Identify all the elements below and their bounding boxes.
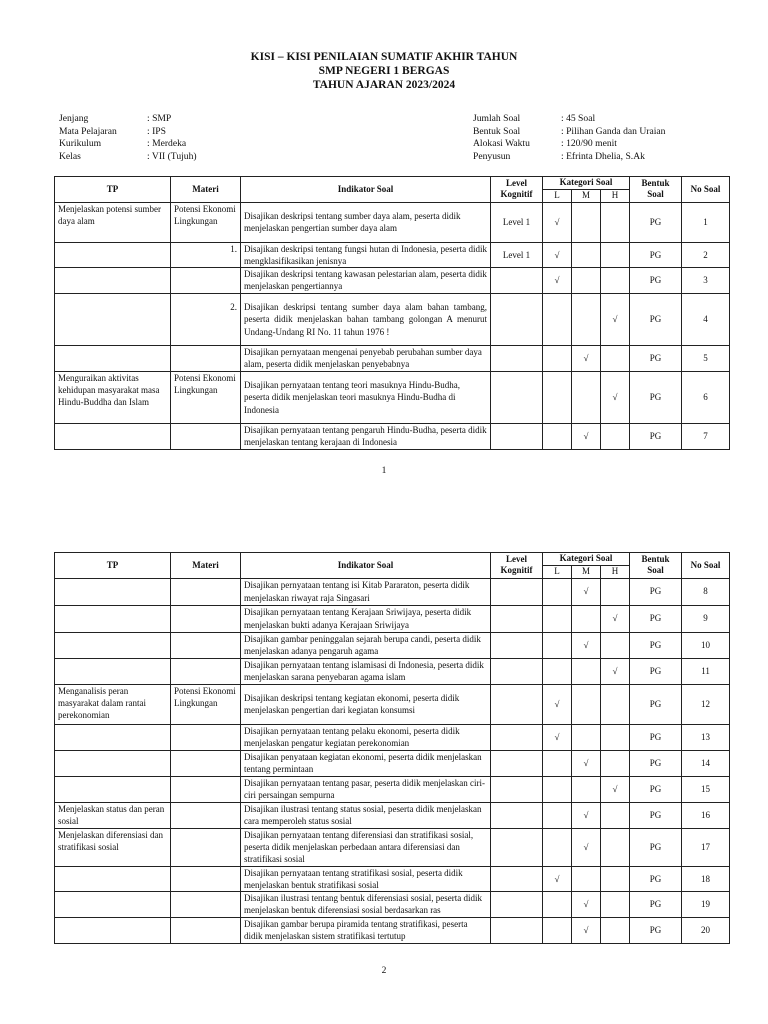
info-label: Bentuk Soal <box>473 125 521 137</box>
col-header-kategori: Kategori Soal <box>543 177 630 190</box>
indikator-cell <box>241 750 491 776</box>
tp-cell: Menganalisis peran masyarakat dalam rantai perekonomian <box>55 684 171 724</box>
table-row <box>55 242 730 267</box>
kategori-h-cell <box>601 684 630 724</box>
kategori-l-cell <box>543 658 572 684</box>
col-header-level-line2: Kognitif <box>500 565 533 576</box>
info-row <box>59 151 197 164</box>
materi-cell <box>171 891 241 917</box>
materi-cell <box>171 658 241 684</box>
kategori-h-cell <box>601 828 630 866</box>
level-cell <box>491 267 543 293</box>
no-soal-cell: 10 <box>682 632 730 658</box>
table-row <box>55 866 730 891</box>
indikator-cell <box>241 371 491 423</box>
materi-cell <box>171 917 241 943</box>
col-header-bentuk-line1: Bentuk <box>641 177 670 188</box>
kategori-h-cell <box>601 423 630 449</box>
bentuk-cell: PG <box>630 371 682 423</box>
info-label: Kurikulum <box>59 138 102 150</box>
table-row <box>55 202 730 242</box>
indikator-text: Disajikan pernyataan tentang diferensiasi dan stratifikasi sosial, peserta didik menjelaskan perbedaan antara diferensiasi dan stratifikasi sosial <box>244 829 474 865</box>
kategori-m-cell: √ <box>572 891 601 917</box>
table-body-page-1 <box>55 202 730 449</box>
indikator-cell <box>241 724 491 750</box>
col-header-h: H <box>601 190 630 203</box>
col-header-level <box>491 553 543 579</box>
indikator-cell <box>241 802 491 828</box>
materi-cell <box>171 776 241 802</box>
kategori-m-cell: √ <box>572 917 601 943</box>
bentuk-cell: PG <box>630 632 682 658</box>
materi-cell: Potensi Ekonomi Lingkungan <box>171 684 241 724</box>
table-row <box>55 371 730 423</box>
no-soal-cell: 6 <box>682 371 730 423</box>
page-number: 1 <box>381 466 387 476</box>
table-body-page-2 <box>55 578 730 943</box>
bentuk-cell: PG <box>630 891 682 917</box>
bentuk-cell: PG <box>630 605 682 632</box>
no-soal-cell: 19 <box>682 891 730 917</box>
info-value: : Merdeka <box>147 138 187 150</box>
indikator-text: Disajikan penyataan kegiatan ekonomi, peserta didik menjelaskan tentang permintaan <box>244 751 482 774</box>
col-header-h: H <box>601 566 630 579</box>
bentuk-cell: PG <box>630 293 682 345</box>
tp-cell <box>55 866 171 891</box>
info-value: : SMP <box>147 113 172 124</box>
kategori-h-cell <box>601 632 630 658</box>
no-soal-cell: 7 <box>682 423 730 449</box>
indikator-cell <box>241 828 491 866</box>
indikator-text: Disajikan deskripsi tentang sumber daya alam bahan tambang, peserta didik menjelaskan bahan tambang golongan A menurut Undang-Undang RI No. 11 tahun 1976 ! <box>244 302 487 337</box>
materi-cell <box>171 750 241 776</box>
info-row <box>473 151 665 164</box>
no-soal-cell: 12 <box>682 684 730 724</box>
info-label: Jenjang <box>59 113 89 124</box>
kategori-m-cell <box>572 202 601 242</box>
no-soal-cell: 18 <box>682 866 730 891</box>
materi-cell <box>171 345 241 371</box>
kategori-m-cell: √ <box>572 828 601 866</box>
bentuk-cell: PG <box>630 578 682 605</box>
kategori-m-cell: √ <box>572 632 601 658</box>
materi-cell <box>171 866 241 891</box>
bentuk-cell: PG <box>630 776 682 802</box>
bentuk-cell: PG <box>630 750 682 776</box>
document-page-1 <box>0 0 768 500</box>
level-cell <box>491 750 543 776</box>
document-title: KISI – KISI PENILAIAN SUMATIF AKHIR TAHUN <box>250 51 518 63</box>
indikator-text: Disajikan pernyataan tentang pasar, peserta didik menjelaskan ciri-ciri persaingan sempurna <box>244 777 486 800</box>
level-cell <box>491 802 543 828</box>
materi-cell <box>171 802 241 828</box>
tp-cell <box>55 776 171 802</box>
no-soal-cell: 9 <box>682 605 730 632</box>
info-row <box>473 113 665 126</box>
bentuk-cell: PG <box>630 866 682 891</box>
col-header-kategori: Kategori Soal <box>543 553 630 566</box>
no-soal-cell: 17 <box>682 828 730 866</box>
kategori-h-cell <box>601 242 630 267</box>
bentuk-cell: PG <box>630 724 682 750</box>
kategori-h-cell <box>601 578 630 605</box>
no-soal-cell: 2 <box>682 242 730 267</box>
bentuk-cell: PG <box>630 802 682 828</box>
bentuk-cell: PG <box>630 267 682 293</box>
kategori-l-cell <box>543 605 572 632</box>
info-right <box>473 113 665 163</box>
indikator-cell <box>241 917 491 943</box>
indikator-cell <box>241 658 491 684</box>
kategori-l-cell: √ <box>543 684 572 724</box>
info-label: Penyusun <box>473 150 511 162</box>
level-cell <box>491 632 543 658</box>
materi-cell <box>171 605 241 632</box>
col-header-no: No Soal <box>682 177 730 203</box>
kategori-m-cell: √ <box>572 578 601 605</box>
kategori-l-cell <box>543 750 572 776</box>
table-row <box>55 267 730 293</box>
indikator-text: Disajikan ilustrasi tentang bentuk diferensiasi sosial, peserta didik menjelaskan bentuk diferensiasi sosial berdasarkan ras <box>244 893 482 916</box>
kategori-m-cell <box>572 242 601 267</box>
level-cell <box>491 776 543 802</box>
kisi-table-page-1 <box>54 176 730 450</box>
materi-cell <box>171 828 241 866</box>
info-label: Kelas <box>59 150 81 162</box>
level-cell <box>491 605 543 632</box>
school-name: SMP NEGERI 1 BERGAS <box>318 65 450 77</box>
indikator-cell <box>241 578 491 605</box>
level-cell <box>491 423 543 449</box>
no-soal-cell: 20 <box>682 917 730 943</box>
table-row <box>55 578 730 605</box>
info-label: Jumlah Soal <box>473 113 521 124</box>
tp-cell <box>55 267 171 293</box>
materi-cell: Potensi Ekonomi Lingkungan <box>171 371 241 423</box>
tp-cell: Menjelaskan status dan peran sosial <box>55 802 171 828</box>
kategori-l-cell: √ <box>543 866 572 891</box>
indikator-cell <box>230 293 491 345</box>
kategori-l-cell <box>543 371 572 423</box>
kategori-m-cell <box>572 866 601 891</box>
info-row <box>59 138 197 151</box>
kategori-l-cell <box>543 632 572 658</box>
info-value: : Pilihan Ganda dan Uraian <box>561 125 666 137</box>
col-header-level <box>491 177 543 203</box>
indikator-text: Disajikan pernyataan tentang pelaku ekonomi, peserta didik menjelaskan pengatur kegiatan perekonomian <box>244 725 460 748</box>
no-soal-cell: 3 <box>682 267 730 293</box>
kategori-h-cell <box>601 866 630 891</box>
bentuk-cell: PG <box>630 658 682 684</box>
kategori-l-cell <box>543 776 572 802</box>
indikator-text: Disajikan pernyataan tentang islamisasi di Indonesia, peserta didik menjelaskan sarana penyebaran agama islam <box>244 659 484 682</box>
info-label: Mata Pelajaran <box>59 125 117 137</box>
indikator-cell <box>241 632 491 658</box>
col-header-bentuk-line2: Soal <box>647 189 664 200</box>
table-row <box>55 724 730 750</box>
kategori-h-cell <box>601 724 630 750</box>
level-cell <box>491 724 543 750</box>
kategori-h-cell: √ <box>601 658 630 684</box>
level-cell <box>491 371 543 423</box>
level-cell <box>491 658 543 684</box>
bentuk-cell: PG <box>630 917 682 943</box>
tp-cell <box>55 724 171 750</box>
info-value: : VII (Tujuh) <box>147 150 197 162</box>
tp-cell: Menjelaskan potensi sumber daya alam <box>55 202 171 242</box>
bentuk-cell: PG <box>630 345 682 371</box>
col-header-bentuk <box>630 177 682 203</box>
col-header-level-line1: Level <box>506 553 527 564</box>
col-header-materi: Materi <box>171 177 241 203</box>
kategori-h-cell <box>601 750 630 776</box>
col-header-l: L <box>543 190 572 203</box>
tp-cell <box>55 917 171 943</box>
info-left <box>59 113 197 163</box>
tp-cell: Menjelaskan diferensiasi dan stratifikasi sosial <box>55 828 171 866</box>
indikator-cell <box>241 776 491 802</box>
indikator-text: Disajikan pernyataan tentang stratifikasi sosial, peserta didik menjelaskan bentuk stratifikasi sosial <box>244 867 463 890</box>
kategori-h-cell <box>601 802 630 828</box>
col-header-bentuk-line2: Soal <box>647 565 664 576</box>
table-row <box>55 345 730 371</box>
table-row <box>55 917 730 943</box>
level-cell <box>491 578 543 605</box>
kategori-h-cell <box>601 345 630 371</box>
indikator-text: Disajikan deskripsi tentang kawasan pelestarian alam, peserta didik menjelaskan pengertiannya <box>244 269 487 292</box>
table-row <box>55 891 730 917</box>
col-header-level-line1: Level <box>506 177 527 188</box>
kategori-m-cell <box>572 605 601 632</box>
indikator-text: Disajikan pernyataan tentang pengaruh Hindu-Budha, peserta didik menjelaskan tentang kerajaan di Indonesia <box>244 425 487 448</box>
table-row <box>55 632 730 658</box>
tp-cell <box>55 293 171 345</box>
materi-cell <box>171 632 241 658</box>
table-row <box>55 423 730 449</box>
info-label: Alokasi Waktu <box>473 138 530 150</box>
indikator-cell <box>241 866 491 891</box>
kategori-h-cell: √ <box>601 776 630 802</box>
col-header-indikator: Indikator Soal <box>241 177 491 203</box>
kategori-h-cell <box>601 267 630 293</box>
indikator-cell <box>241 202 491 242</box>
indikator-text: Disajikan pernyataan mengenai penyebab perubahan sumber daya alam, peserta didik menjelaskan penyebabnya <box>244 347 482 370</box>
bentuk-cell: PG <box>630 242 682 267</box>
kategori-h-cell: √ <box>601 293 630 345</box>
kategori-l-cell <box>543 578 572 605</box>
list-number: 2. <box>230 302 237 313</box>
indikator-cell <box>241 684 491 724</box>
kategori-l-cell <box>543 802 572 828</box>
list-number: 1. <box>230 243 237 254</box>
kategori-m-cell <box>572 724 601 750</box>
kategori-h-cell: √ <box>601 371 630 423</box>
indikator-text: Disajikan ilustrasi tentang status sosial, peserta didik menjelaskan cara memperoleh status sosial <box>244 803 482 826</box>
materi-cell <box>171 267 241 293</box>
info-value: : 45 Soal <box>561 113 596 124</box>
no-soal-cell: 1 <box>682 202 730 242</box>
kategori-h-cell: √ <box>601 605 630 632</box>
info-value: : IPS <box>147 125 166 137</box>
kategori-m-cell: √ <box>572 802 601 828</box>
tp-cell <box>55 632 171 658</box>
kategori-m-cell <box>572 293 601 345</box>
no-soal-cell: 8 <box>682 578 730 605</box>
kategori-l-cell <box>543 423 572 449</box>
tp-cell: Menguraikan aktivitas kehidupan masyarakat masa Hindu-Buddha dan Islam <box>55 371 171 423</box>
table-row <box>55 750 730 776</box>
no-soal-cell: 16 <box>682 802 730 828</box>
kategori-m-cell <box>572 371 601 423</box>
indikator-cell <box>241 267 491 293</box>
kategori-l-cell: √ <box>543 724 572 750</box>
academic-year: TAHUN AJARAN 2023/2024 <box>312 79 456 91</box>
level-cell <box>491 684 543 724</box>
kategori-l-cell: √ <box>543 267 572 293</box>
no-soal-cell: 15 <box>682 776 730 802</box>
col-header-indikator: Indikator Soal <box>241 553 491 579</box>
materi-cell <box>171 724 241 750</box>
info-value: : 120/90 menit <box>561 138 617 150</box>
indikator-text: Disajikan deskripsi tentang kegiatan ekonomi, peserta didik menjelaskan pengertian dari kegiatan konsumsi <box>244 692 460 715</box>
col-header-level-line2: Kognitif <box>500 189 533 200</box>
indikator-text: Disajikan pernyataan tentang isi Kitab Pararaton, peserta didik menjelaskan riwayat raja Singasari <box>244 580 470 603</box>
col-header-bentuk-line1: Bentuk <box>641 553 670 564</box>
tp-cell <box>55 578 171 605</box>
col-header-m: M <box>572 190 601 203</box>
indikator-cell <box>230 242 491 267</box>
info-row <box>473 126 665 139</box>
kategori-l-cell <box>543 917 572 943</box>
kisi-table-page-2 <box>54 552 730 944</box>
materi-cell <box>171 578 241 605</box>
table-row <box>55 605 730 632</box>
no-soal-cell: 4 <box>682 293 730 345</box>
kategori-l-cell: √ <box>543 202 572 242</box>
tp-cell <box>55 345 171 371</box>
no-soal-cell: 5 <box>682 345 730 371</box>
table-row <box>55 802 730 828</box>
level-cell <box>491 891 543 917</box>
col-header-m: M <box>572 566 601 579</box>
kategori-h-cell <box>601 917 630 943</box>
no-soal-cell: 11 <box>682 658 730 684</box>
info-value: : Efrinta Dhelia, S.Ak <box>561 150 645 162</box>
col-header-materi: Materi <box>171 553 241 579</box>
materi-cell <box>171 423 241 449</box>
kategori-m-cell: √ <box>572 345 601 371</box>
level-cell <box>491 828 543 866</box>
kategori-h-cell <box>601 891 630 917</box>
kategori-l-cell <box>543 891 572 917</box>
bentuk-cell: PG <box>630 684 682 724</box>
level-cell <box>491 866 543 891</box>
indikator-text: Disajikan pernyataan tentang Kerajaan Sriwijaya, peserta didik menjelaskan bukti adanya Kerajaan Sriwijaya <box>244 607 472 630</box>
kategori-m-cell <box>572 658 601 684</box>
document-page-2 <box>0 540 768 1024</box>
no-soal-cell: 13 <box>682 724 730 750</box>
indikator-text: Disajikan pernyataan tentang teori masuknya Hindu-Budha, peserta didik menjelaskan teori masuknya Hindu-Budha di Indonesia <box>244 380 460 415</box>
tp-cell <box>55 750 171 776</box>
level-cell <box>491 917 543 943</box>
tp-cell <box>55 891 171 917</box>
bentuk-cell: PG <box>630 828 682 866</box>
indikator-cell <box>241 891 491 917</box>
indikator-text: Disajikan gambar peninggalan sejarah berupa candi, peserta didik menjelaskan adanya pengaruh agama <box>244 633 481 656</box>
indikator-cell <box>241 345 491 371</box>
kategori-m-cell: √ <box>572 423 601 449</box>
bentuk-cell: PG <box>630 202 682 242</box>
col-header-tp: TP <box>55 553 171 579</box>
col-header-l: L <box>543 566 572 579</box>
kategori-l-cell <box>543 293 572 345</box>
level-cell <box>491 345 543 371</box>
table-row <box>55 828 730 866</box>
table-row <box>55 776 730 802</box>
indikator-text: Disajikan deskripsi tentang sumber daya alam, peserta didik menjelaskan pengertian sumber daya alam <box>244 210 461 233</box>
tp-cell <box>55 658 171 684</box>
col-header-tp: TP <box>55 177 171 203</box>
kategori-l-cell: √ <box>543 242 572 267</box>
no-soal-cell: 14 <box>682 750 730 776</box>
table-row <box>55 684 730 724</box>
kategori-l-cell <box>543 345 572 371</box>
kategori-m-cell <box>572 776 601 802</box>
kategori-m-cell <box>572 267 601 293</box>
tp-cell <box>55 423 171 449</box>
page-number: 2 <box>381 966 387 976</box>
bentuk-cell: PG <box>630 423 682 449</box>
level-cell: Level 1 <box>491 242 543 267</box>
tp-cell <box>55 605 171 632</box>
table-row <box>55 293 730 345</box>
indikator-text: Disajikan deskripsi tentang fungsi hutan di Indonesia, peserta didik mengklasifikasikan jenisnya <box>244 243 487 266</box>
materi-cell: Potensi Ekonomi Lingkungan <box>171 202 241 242</box>
table-row <box>55 658 730 684</box>
indikator-cell <box>241 423 491 449</box>
kategori-m-cell: √ <box>572 750 601 776</box>
info-row <box>473 138 665 151</box>
kategori-l-cell <box>543 828 572 866</box>
info-row <box>59 113 197 126</box>
indikator-text: Disajikan gambar berupa piramida tentang stratifikasi, peserta didik menjelaskan sistem stratifikasi tertutup <box>244 919 468 942</box>
indikator-cell <box>241 605 491 632</box>
tp-cell <box>55 242 171 267</box>
col-header-bentuk <box>630 553 682 579</box>
kategori-h-cell <box>601 202 630 242</box>
col-header-no: No Soal <box>682 553 730 579</box>
info-row <box>59 126 197 139</box>
kategori-m-cell <box>572 684 601 724</box>
level-cell <box>491 293 543 345</box>
level-cell: Level 1 <box>491 202 543 242</box>
